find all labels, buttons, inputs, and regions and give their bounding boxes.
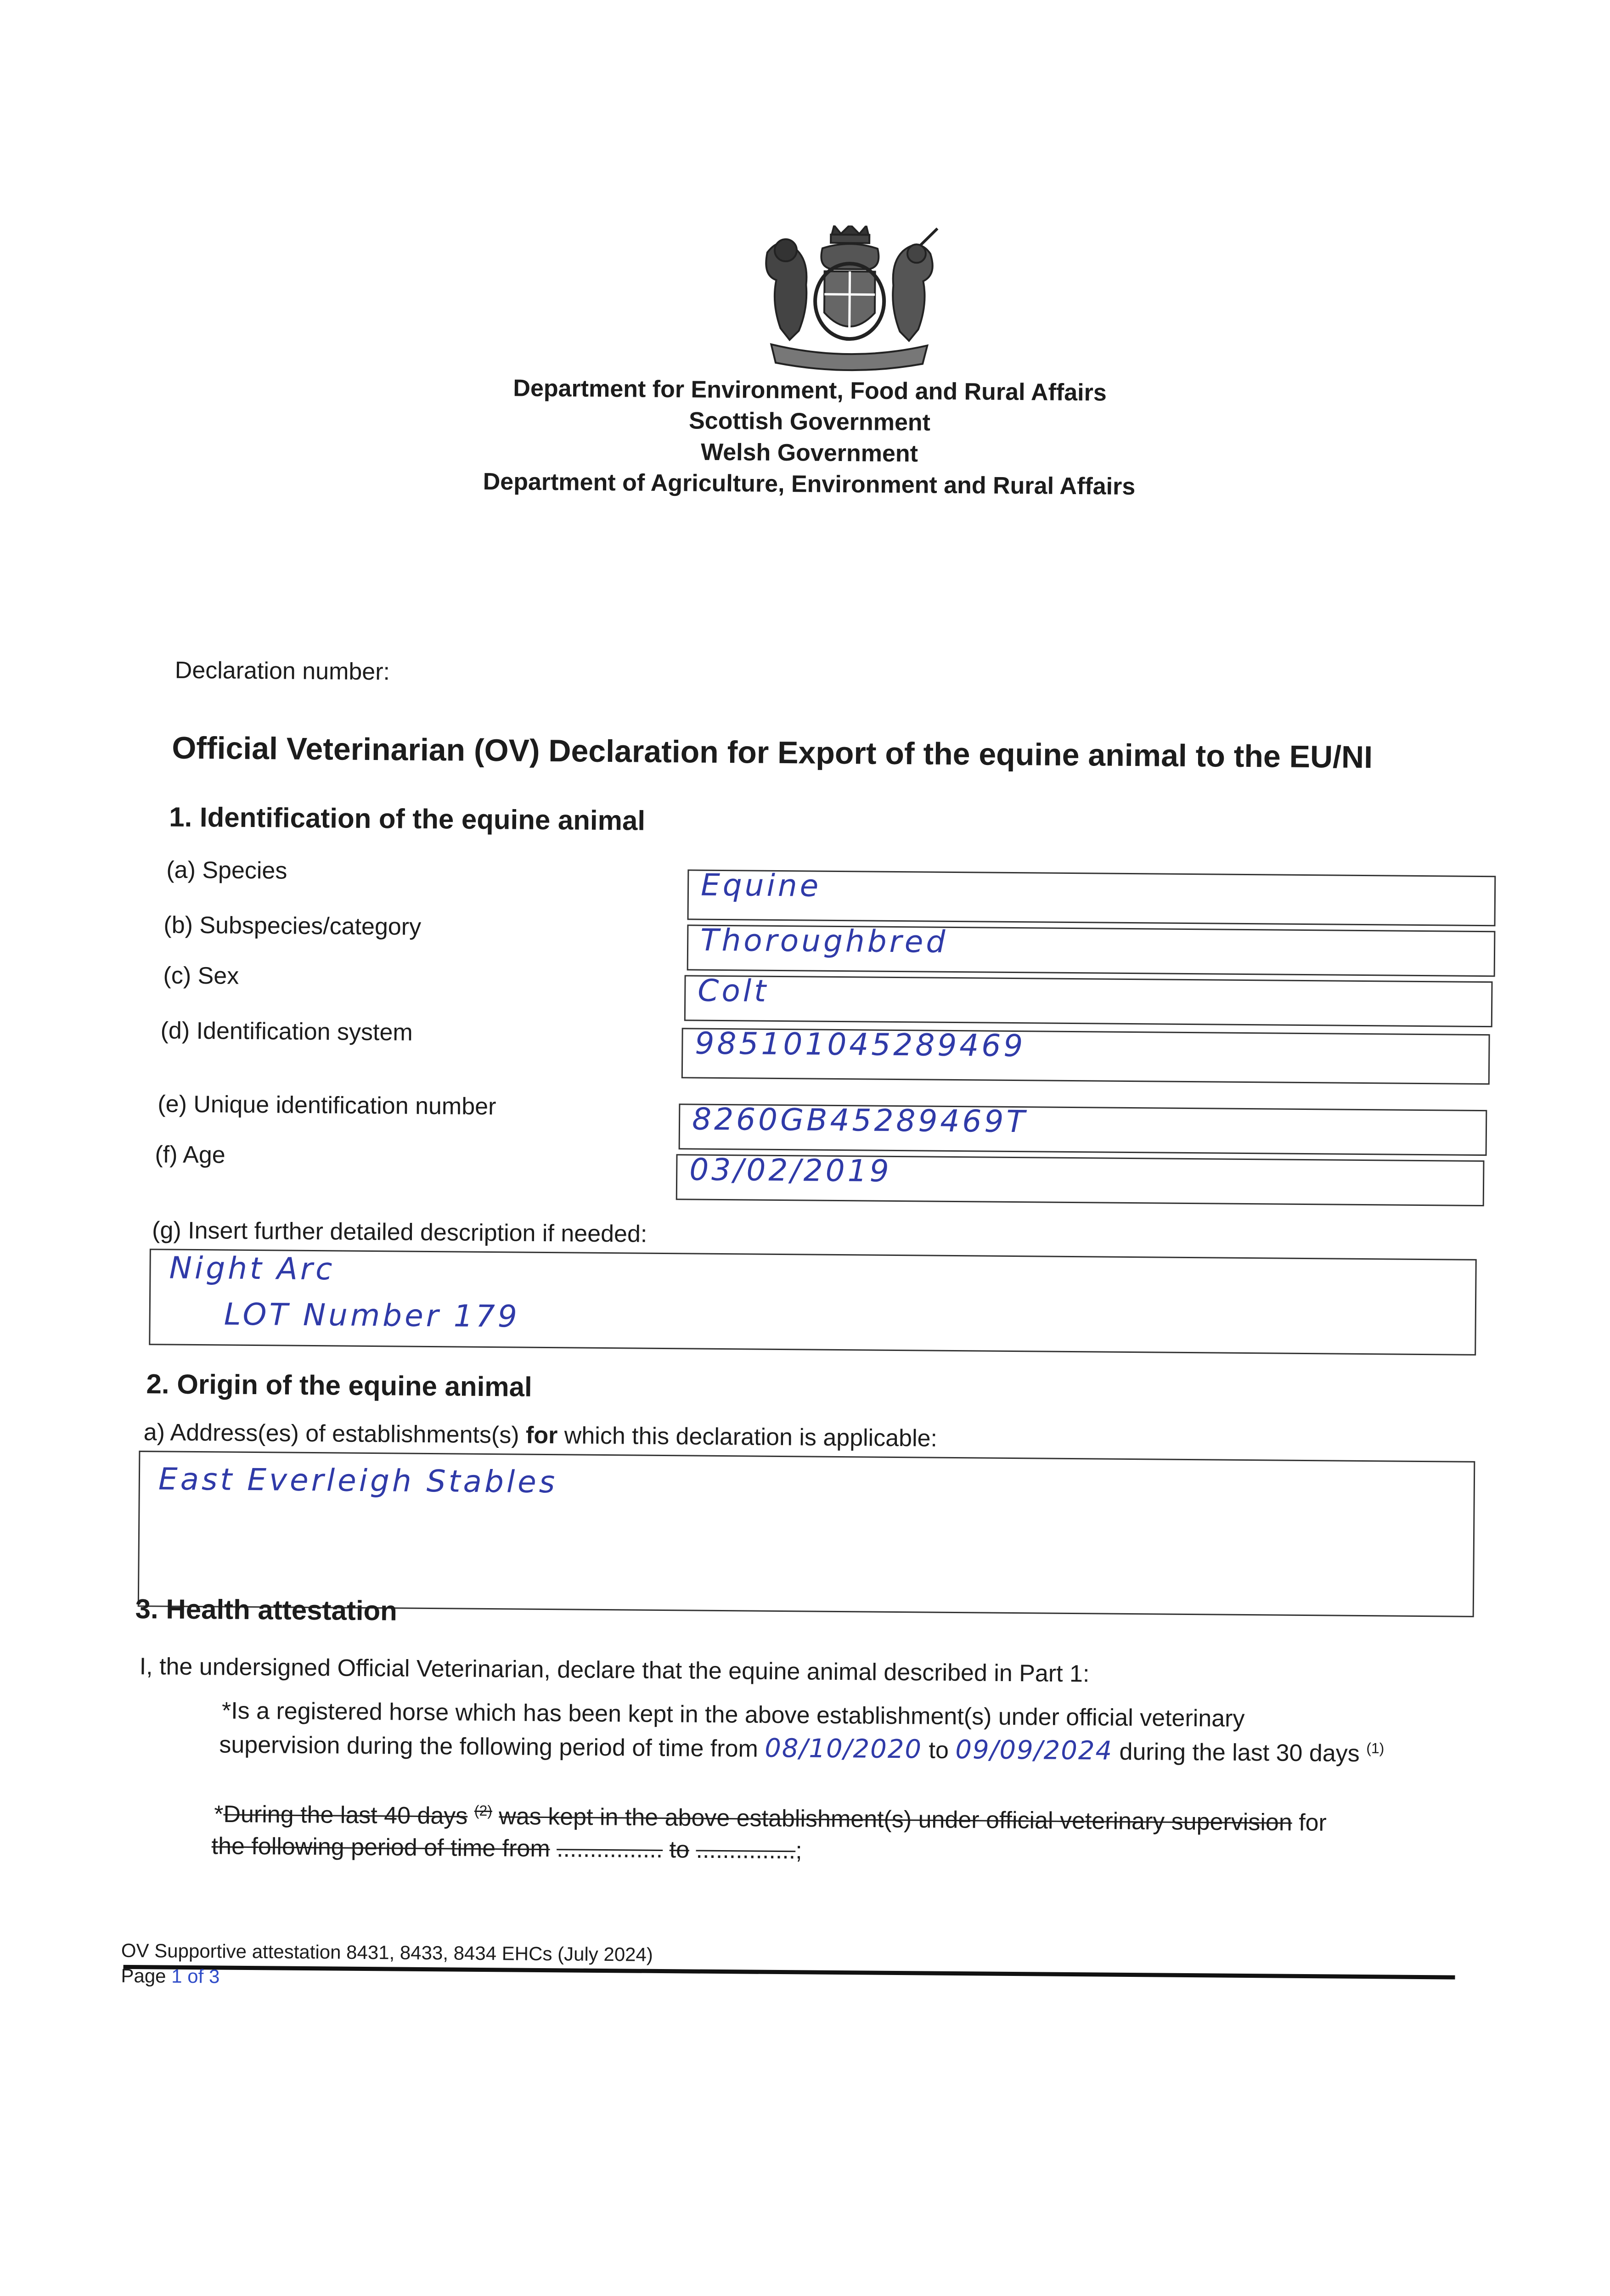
sex-label: (c) Sex: [163, 962, 239, 990]
age-field[interactable]: [676, 1154, 1485, 1206]
footer-rule: [124, 1965, 1455, 1980]
date-to-value: 09/09/2024: [955, 1735, 1113, 1766]
establishment-address-value: East Everleigh Stables: [158, 1461, 558, 1500]
further-description-line-2: LOT Number 179: [224, 1296, 520, 1334]
species-value: Equine: [700, 867, 822, 904]
establishment-address-field[interactable]: [138, 1451, 1475, 1617]
further-description-label: (g) Insert further detailed description if needed:: [152, 1217, 647, 1248]
declaration-number-label: Declaration number:: [175, 657, 390, 686]
identification-system-label: (d) Identification system: [160, 1017, 413, 1046]
sex-value: Colt: [698, 973, 769, 1009]
subspecies-value: Thoroughbred: [700, 922, 948, 960]
identification-system-field[interactable]: [681, 1025, 1490, 1085]
age-label: (f) Age: [155, 1141, 225, 1169]
attestation-para2-line2: the following period of time from ................ to ...............;: [211, 1833, 802, 1864]
header-scottish-government: Scottish Government: [688, 407, 931, 436]
attestation-para1-line2: supervision during the following period of time from 08/10/2020 to 09/09/2024 during the last 30 days $^{(1)}$: [219, 1731, 1385, 1767]
further-description-field[interactable]: [149, 1249, 1477, 1356]
subspecies-label: (b) Subspecies/category: [163, 912, 422, 940]
section1-heading: 1. Identification of the equine animal: [169, 801, 646, 836]
header-department-daera: Department of Agriculture, Environment and Rural Affairs: [483, 468, 1136, 501]
species-label: (a) Species: [166, 856, 287, 884]
footer-page-number: Page 1 of 3: [121, 1964, 220, 1987]
attestation-para1-line1: *Is a registered horse which has been kept in the above establishment(s) under official veterinary: [221, 1697, 1245, 1732]
species-field[interactable]: [687, 869, 1496, 926]
further-description-line-1: Night Arc: [169, 1250, 335, 1287]
identification-system-value: 985101045289469: [695, 1025, 1026, 1064]
header-department-defra: Department for Environment, Food and Rural Affairs: [513, 375, 1107, 406]
unique-id-field[interactable]: [679, 1103, 1487, 1156]
unique-id-label: (e) Unique identification number: [158, 1091, 496, 1120]
section2-heading: 2. Origin of the equine animal: [146, 1368, 532, 1402]
section3-heading: 3. Health attestation: [135, 1593, 398, 1626]
page-title: Official Veterinarian (OV) Declaration for Export of the equine animal to the EU/NI: [172, 730, 1373, 775]
unique-id-value: 8260GB45289469T: [692, 1101, 1028, 1140]
attestation-para2-line1: *During the last 40 days $^{(2)}$ was kept in the above establishment(s) under official veterinary supervision for: [214, 1801, 1327, 1836]
sex-field[interactable]: [684, 975, 1493, 1027]
establishment-address-label: a) Address(es) of establishments(s) for which this declaration is applicable:: [143, 1419, 938, 1452]
footer-attestation: OV Supportive attestation 8431, 8433, 8434 EHCs (July 2024): [121, 1939, 653, 1965]
attestation-intro: I, the undersigned Official Veterinarian, declare that the equine animal described in Part 1:: [139, 1653, 1090, 1688]
subspecies-field[interactable]: [687, 924, 1496, 977]
date-from-value: 08/10/2020: [765, 1733, 923, 1765]
age-value: 03/02/2019: [689, 1152, 892, 1189]
royal-coat-of-arms-icon: [753, 225, 947, 377]
header-welsh-government: Welsh Government: [700, 439, 918, 467]
